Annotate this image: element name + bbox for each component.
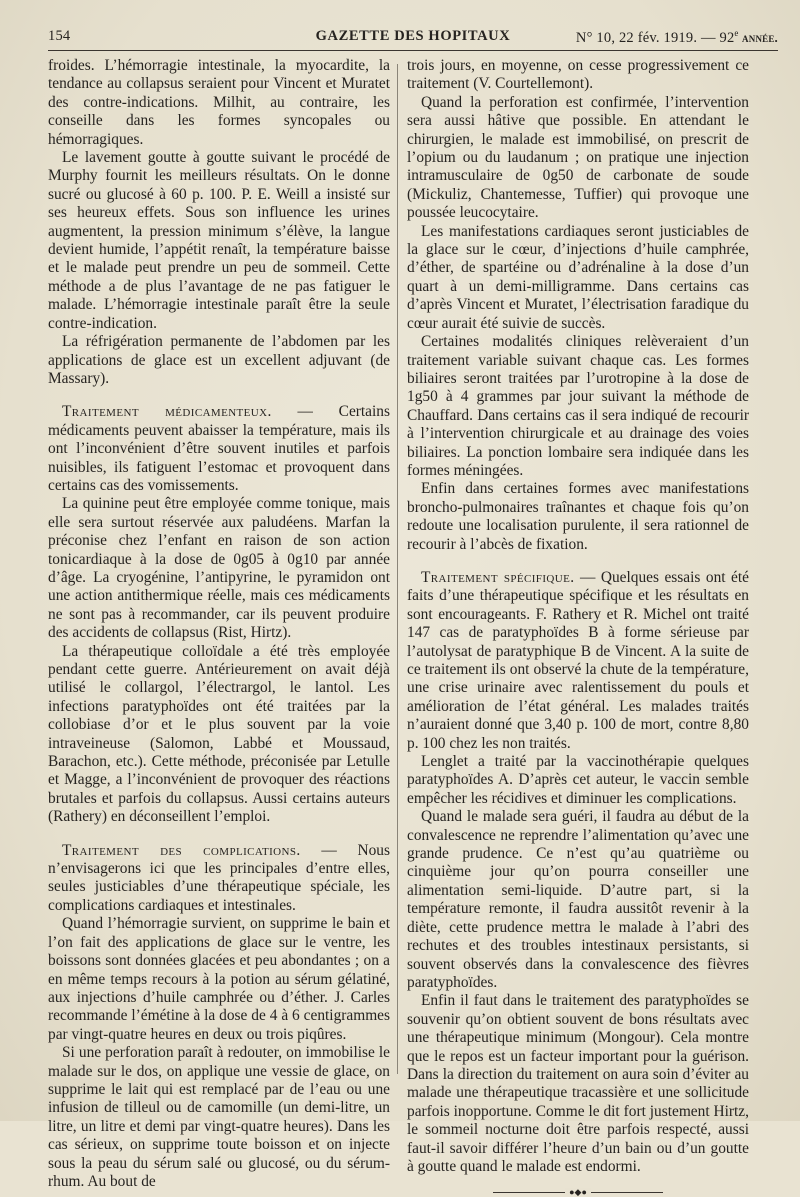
issue-sup: e [734, 28, 739, 38]
paragraph: froides. L’hémorragie intestinale, la myocardite, la tendance au collapsus seraient pour Vincent et Muratet des contre-indications. Milhit, au contraire, les conseille dans les formes syncopales ou hémorragiques. [48, 57, 390, 148]
section-paragraph [48, 403, 390, 495]
issue-date: N° 10, 22 fév. 1919. — 92 [575, 29, 735, 46]
paragraph: Lenglet a traité par la vaccinothérapie quelques paratyphoïdes A. D’après cet auteur, le vaccin semble empêcher les récidives et diminuer les complications. [407, 753, 749, 807]
section-paragraph [48, 842, 390, 916]
section-heading: Traitement des complications. [62, 841, 301, 859]
paragraph: Enfin dans certaines formes avec manifestations broncho-pulmonaires traînantes et chaque fois qu’on redoute une localisation purulente, il sera rationnel de recourir à l’abcès de fixation. [407, 480, 749, 553]
page-number: 154 [48, 28, 71, 44]
paragraph: Si une perforation paraît à redouter, on immobilise le malade sur le dos, on applique une vessie de glace, on supprime le lait qui est remplacé par de l’eau ou une infusion de tilleul ou de camomille (un demi-litre, un litre, un litre et demi par vingt-quatre heures). Dans les cas sérieux, on supprime toute boisson et on injecte sous la peau du sérum salé ou glucosé, ou du sérum-rhum. Au bout de [48, 1044, 390, 1190]
left-column [48, 57, 390, 1190]
section-heading: Traitement spécifique. [421, 568, 575, 586]
paragraph: Le lavement goutte à goutte suivant le procédé de Murphy fournit les meilleurs résultats. On le donne sucré ou glucosé à 60 p. 100. P. E. Weill a insisté sur ses heureux effets. Sous son influence les urines augmentent, la pression minimum s’élève, la langue devient humide, l’appétit renaît, la température baisse et le malade peut prendre un peu de sommeil. Cette méthode a de plus l’avantage de ne pas fatiguer le malade. L’hémorragie intestinale paraît être la seule contre-indication. [48, 149, 390, 332]
journal-title: GAZETTE DES HOPITAUX [315, 28, 511, 44]
paragraph: Certaines modalités cliniques relèveraient d’un traitement variable suivant chaque cas. Les formes biliaires seront traitées par l’urotropine à la dose de 1g50 à 4 grammes par jour suivant la méthode de Chauffard. Dans certains cas il sera indiqué de recourir à l’intervention chirurgicale et au drainage des voies biliaires. La ponction lombaire sera indiquée dans les formes méningées. [407, 333, 749, 479]
right-column [407, 57, 749, 1197]
paragraph: La quinine peut être employée comme tonique, mais elle sera surtout réservée aux paludéens. Marfan la préconise chez l’enfant en raison de son action tonicardiaque à la dose de 0g05 à 0g10 par année d’âge. La cryogénine, l’antipyrine, le pyramidon ont une action antithermique réelle, mais ces médicaments ne sont pas à recommander, car ils peuvent produire des accidents de collapsus (Rist, Hirtz). [48, 495, 390, 642]
paragraph: Quand l’hémorragie survient, on supprime le bain et l’on fait des applications de glace sur le ventre, les boissons sont données glacées et peu abondantes ; on a en même temps recours à la potion au sérum gélatiné, aux injections d’huile camphrée ou d’éther. J. Carles recommande l’émétine à la dose de 4 à 6 centigrammes par vingt-quatre heures en deux ou trois piqûres. [48, 915, 390, 1043]
column-divider [397, 64, 398, 1074]
paragraph: Quand la perforation est confirmée, l’intervention sera aussi hâtive que possible. En attendant le chirurgien, le malade est immobilisé, on prescrit de l’opium ou du laudanum ; on pratique une injection intramusculaire de 0g50 de carbonate de soude (Mickuliz, Chantemesse, Tuffier) qui provoque une poussée leucocytaire. [407, 93, 749, 222]
section-text: — Nous n’envisagerons ici que les principales d’entre elles, seules justiciables d’une thérapeutique spéciale, les complications cardiaques et intestinales. [48, 841, 390, 914]
ornament-mark: ●◆● [565, 1188, 591, 1196]
issue-year-label: année. [738, 29, 778, 45]
section-heading: Traitement médicamenteux. [62, 403, 272, 421]
paragraph: Quand le malade sera guéri, il faudra au début de la convalescence ne reprendre l’alimentation qu’avec une grande prudence. Ce n’est qu’au quatrième ou cinquième jour qu’on pourra conseiller une alimentation semi-liquide. D’autre part, si la température remonte, il faudra aussitôt revenir à la diète, cette prudence mettra le malade à l’abri des rechutes et des troubles intestinaux persistants, si souvent observés dans la convalescence des fièvres paratyphoïdes. [407, 808, 749, 991]
section-text: — Certains médicaments peuvent abaisser la température, mais ils ont l’inconvénient d’être souvent inutiles et parfois nuisibles, ils fatiguent l’estomac et provoquent dans certains cas des vomissements. [48, 403, 390, 494]
issue-info [576, 28, 778, 47]
header-rule [48, 50, 778, 51]
paragraph: trois jours, en moyenne, on cesse progressivement ce traitement (V. Courtellemont). [407, 57, 749, 93]
section-text: — Quelques essais ont été faits d’une thérapeutique spécifique et les résultats en sont encourageants. F. Rathery et R. Michel ont traité 147 cas de paratyphoïdes B à forme sérieuse par l’autolysat de paratyphique B de Vincent. A la suite de ce traitement ils ont observé la chute de la température, une crise urinaire avec ralentissement du pouls et amélioration de l’état général. Les malades traités n’auraient donné que 3,40 p. 100 de mort, contre 8,80 p. 100 chez les non traités. [407, 568, 749, 752]
section-paragraph [407, 569, 749, 753]
end-ornament [493, 1188, 663, 1196]
page-header [48, 26, 778, 48]
paragraph: La thérapeutique colloïdale a été très employée pendant cette guerre. Antérieurement on avait déjà utilisé le collargol, l’électrargol, le lantol. Les infections paratyphoïdes ont été traitées par la collobiase d’or et le plus souvent par la voie intraveineuse (Salomon, Labbé et Moussaud, Barachon, etc.). Cette méthode, préconisée par Letulle et Magge, a l’inconvénient de provoquer des réactions brutales et parfois du collapsus. Aussi certains auteurs (Rathery) en déconseillent l’emploi. [48, 642, 390, 826]
paragraph: Les manifestations cardiaques seront justiciables de la glace sur le cœur, d’injections d’huile camphrée, d’éther, de spartéine ou d’adrénaline à la dose d’un quart à un demi-milligramme. Dans certains cas d’après Vincent et Muratet, l’électrisation faradique du cœur aurait été suivie de succès. [407, 222, 749, 332]
paragraph: Enfin il faut dans le traitement des paratyphoïdes se souvenir qu’on obtient souvent de bons résultats avec une thérapeutique minimum (Mongour). Cela montre que le repos est un facteur important pour la guérison. Dans la direction du traitement on aura soin d’éviter au malade une thérapeutique tracassière et une sollicitude parfois inopportune. Comme le dit fort justement Hirtz, le sommeil nocturne doit être parfois respecté, aussi faut-il savoir différer l’heure d’un bain ou d’un goutte à goutte quand le malade est endormi. [407, 992, 749, 1175]
paragraph: La réfrigération permanente de l’abdomen par les applications de glace est un excellent adjuvant (de Massary). [48, 333, 390, 387]
